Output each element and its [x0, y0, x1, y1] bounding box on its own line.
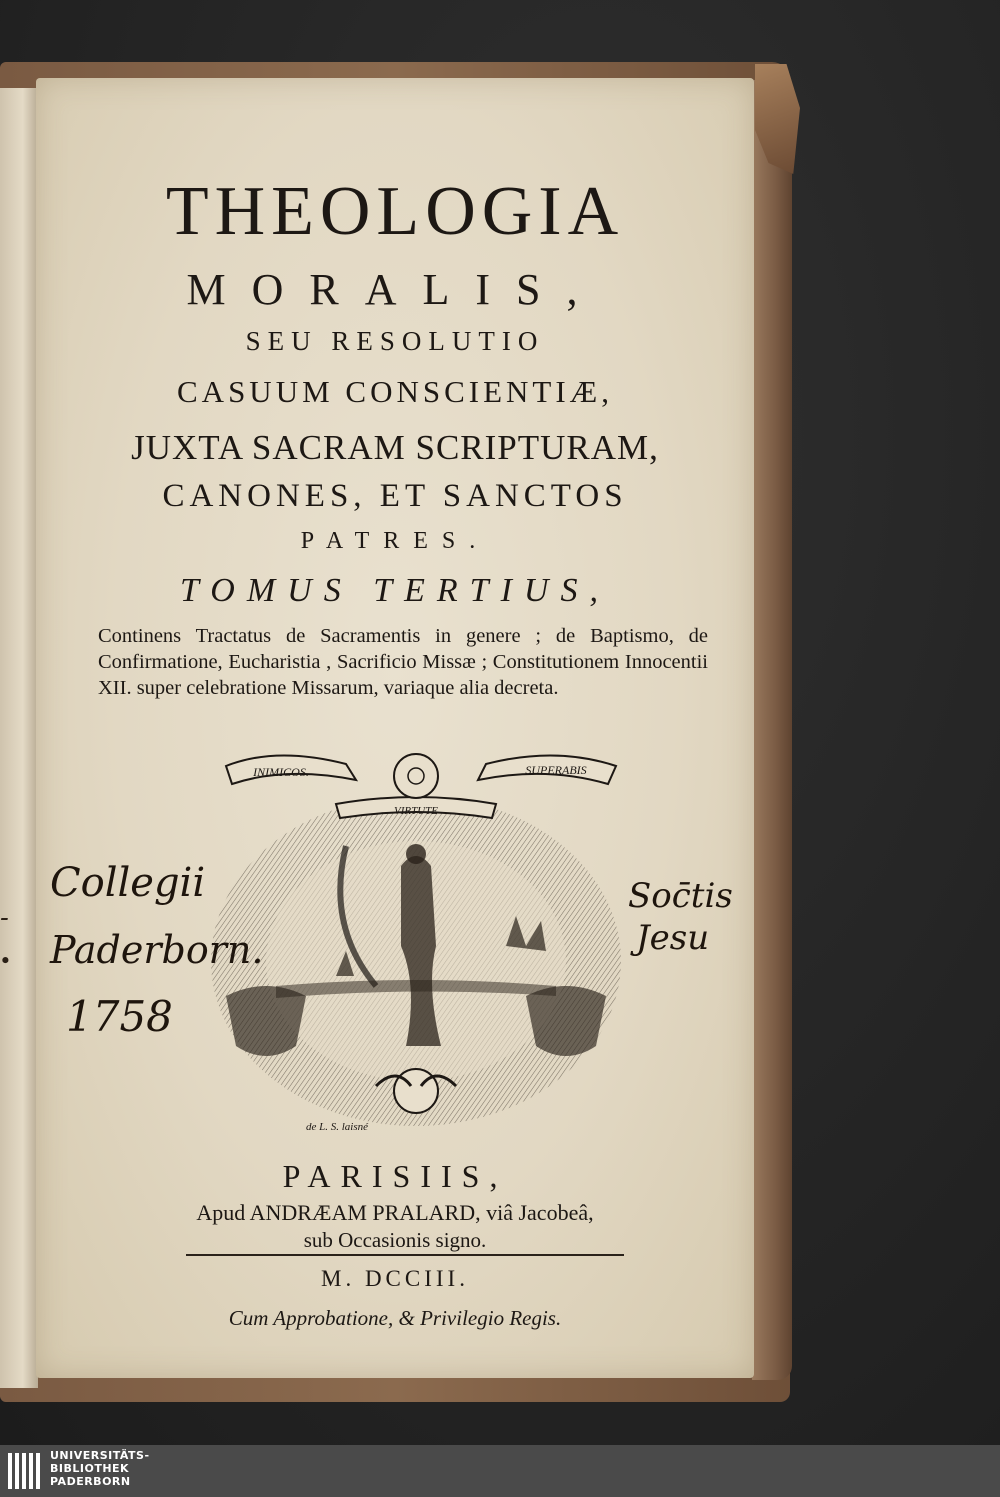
handwritten-collegii: Collegii — [50, 860, 206, 906]
library-footer — [0, 1445, 1000, 1497]
library-logo-icon — [6, 1451, 44, 1491]
library-name-line-2: BIBLIOTHEK — [50, 1462, 130, 1475]
handwritten-societatis: Soc̄tis — [628, 876, 733, 916]
title-line-1: THEOLOGIA — [165, 173, 625, 250]
emblem-banner-left: INIMICOS. — [253, 765, 309, 779]
margin-fragment: - — [0, 903, 9, 933]
imprint-publisher: Apud ANDRÆAM PRALARD, viâ Jacobeâ, — [196, 1200, 594, 1225]
margin-fragment: ∙ — [0, 948, 11, 973]
handwritten-year: 1758 — [66, 992, 173, 1041]
imprint-divider — [186, 1254, 624, 1256]
title-line-4: CASUUM CONSCIENTIÆ, — [177, 374, 613, 409]
contents-description: Continens Tractatus de Sacramentis in genere ; de Baptismo, de Confirmatione, Eucharistia , Sacrificio Missæ ; Constitutionem Innocentii XII. super celebratione Missarum, variaque alia decreta. — [98, 625, 708, 699]
emblem-banner-center: VIRTUTE — [394, 805, 438, 817]
handwritten-paderborn: Paderborn. — [50, 928, 264, 972]
library-name-line-3: PADERBORN — [50, 1475, 131, 1488]
imprint-year: M. DCCIII. — [321, 1266, 469, 1291]
emblem-banner-right: SUPERABIS — [525, 763, 587, 777]
handwritten-jesu: Jesu — [636, 918, 710, 958]
book-spine-edge — [752, 80, 792, 1380]
imprint-privilege: Cum Approbatione, & Privilegio Regis. — [228, 1306, 562, 1330]
emblem-signature: de L. S. laisné — [306, 1121, 369, 1133]
title-line-3: SEU RESOLUTIO — [245, 326, 545, 356]
imprint-sign: sub Occasionis signo. — [303, 1228, 487, 1252]
title-line-7: PATRES. — [300, 528, 490, 554]
title-page — [36, 78, 754, 1378]
facing-page-edge — [0, 88, 38, 1388]
title-line-2: MORALIS, — [186, 265, 604, 314]
imprint-place: PARISIIS, — [282, 1158, 508, 1194]
title-line-6: CANONES, ET SANCTOS — [162, 478, 628, 514]
title-line-5: JUXTA SACRAM SCRIPTURAM, — [131, 428, 659, 467]
library-name — [50, 1449, 150, 1488]
library-name-line-1: UNIVERSITÄTS- — [50, 1449, 150, 1462]
volume-title: TOMUS TERTIUS, — [180, 572, 610, 609]
